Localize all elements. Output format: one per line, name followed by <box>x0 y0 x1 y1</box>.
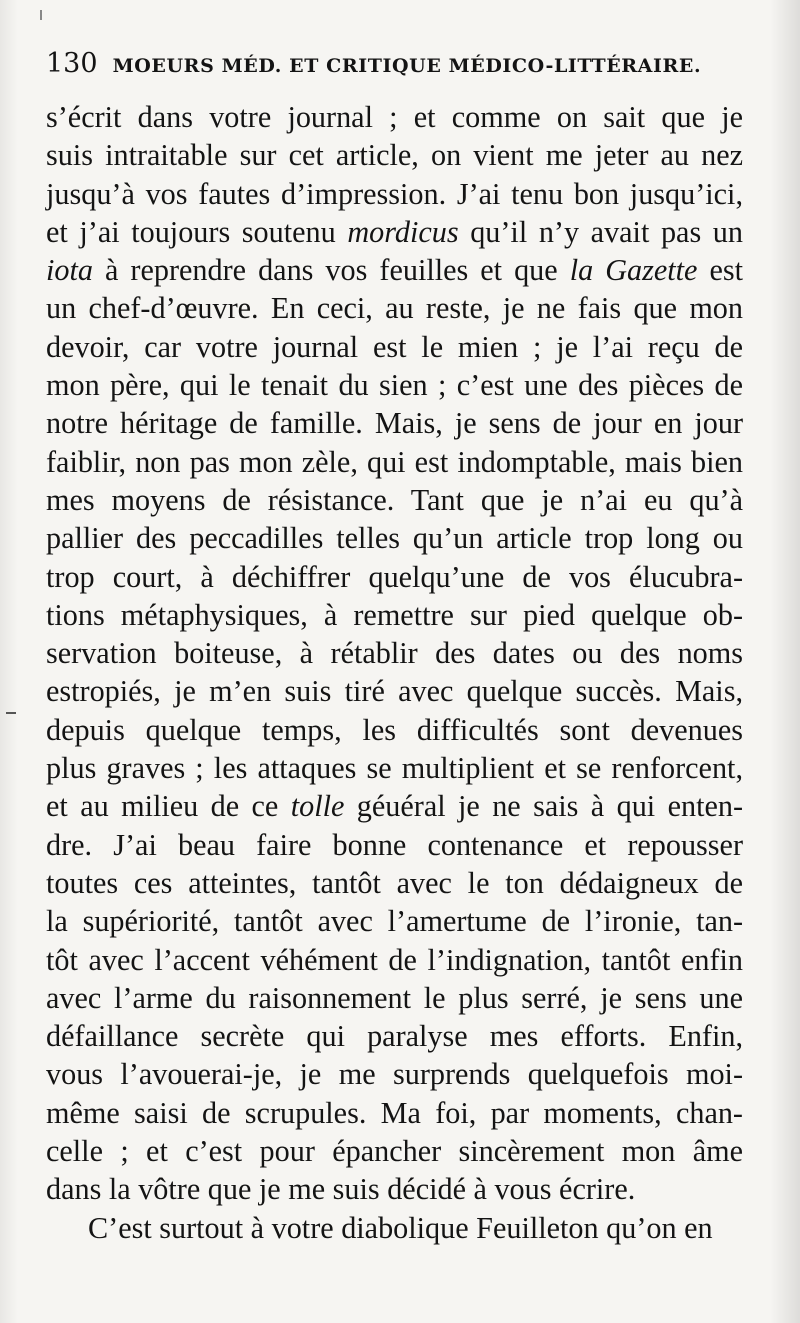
text-line <box>46 787 743 825</box>
text-segment: faiblir, non pas mon zèle, qui est indomptable, mais bien <box>46 444 743 479</box>
text-line <box>46 1170 743 1208</box>
text-segment: qu’il n’y avait pas un <box>458 214 743 249</box>
text-line <box>46 213 743 251</box>
text-segment: servation boiteuse, à rétablir des dates ou des noms <box>46 636 743 671</box>
text-segment: mes moyens de résistance. Tant que je n’ai eu qu’à <box>46 482 743 517</box>
text-line <box>46 826 743 864</box>
text-segment: vous l’avouerai-je, je me surprends quelquefois moi- <box>46 1057 743 1092</box>
text-segment: estropiés, je m’en suis tiré avec quelque succès. Mais, <box>46 674 743 709</box>
text-line <box>46 1209 743 1247</box>
paragraph <box>46 1209 743 1247</box>
scan-edge-mark <box>40 10 42 20</box>
italic-text: iota <box>46 253 93 288</box>
text-segment: géuéral je ne sais à qui enten- <box>344 789 744 824</box>
text-line <box>46 481 743 519</box>
text-line <box>46 749 743 787</box>
text-segment: et au milieu de ce <box>46 789 291 824</box>
text-line <box>46 98 743 136</box>
text-segment: pallier des peccadilles telles qu’un article trop long ou <box>46 521 743 556</box>
text-line <box>46 941 743 979</box>
text-segment: dans la vôtre que je me suis décidé à vous écrire. <box>46 1172 636 1207</box>
text-line <box>46 902 743 940</box>
text-segment: à reprendre dans vos feuilles et que <box>92 253 570 288</box>
text-segment: la supériorité, tantôt avec l’amertume de l’ironie, tan- <box>46 904 743 939</box>
text-segment: toutes ces atteintes, tantôt avec le ton dédaigneux de <box>46 865 743 900</box>
text-line <box>46 634 743 672</box>
text-line <box>46 328 743 366</box>
body-text <box>46 98 743 1247</box>
running-title: MOEURS MÉD. ET CRITIQUE MÉDICO-LITTÉRAIRE. <box>112 55 702 77</box>
text-line <box>46 251 743 289</box>
text-segment: suis intraitable sur cet article, on vient me jeter au nez <box>46 138 743 173</box>
italic-text: mordicus <box>347 214 459 249</box>
text-line <box>46 1055 743 1093</box>
text-line <box>46 979 743 1017</box>
text-segment: trop court, à déchiffrer quelqu’une de vos élucubra- <box>46 559 743 594</box>
text-line <box>46 289 743 327</box>
text-segment: tions métaphysiques, à remettre sur pied quelque ob- <box>46 597 743 632</box>
text-segment: un chef-d’œuvre. En ceci, au reste, je ne fais que mon <box>46 291 743 326</box>
text-segment: depuis quelque temps, les difficultés sont devenues <box>46 712 743 747</box>
text-line <box>46 1017 743 1055</box>
text-segment: dre. J’ai beau faire bonne contenance et repousser <box>46 827 743 862</box>
text-line <box>46 1132 743 1170</box>
running-header <box>46 48 746 86</box>
text-line <box>46 864 743 902</box>
text-line <box>46 596 743 634</box>
text-segment: mon père, qui le tenait du sien ; c’est une des pièces de <box>46 368 743 403</box>
text-line <box>46 519 743 557</box>
text-line <box>46 404 743 442</box>
text-line <box>46 136 743 174</box>
text-line <box>46 366 743 404</box>
text-line <box>46 1094 743 1132</box>
text-segment: C’est surtout à votre diabolique Feuilleton qu’on en <box>88 1210 713 1245</box>
text-segment: est <box>697 253 743 288</box>
text-line <box>46 558 743 596</box>
text-segment: avec l’arme du raisonnement le plus serré, je sens une <box>46 980 743 1015</box>
text-line <box>46 175 743 213</box>
text-segment: défaillance secrète qui paralyse mes efforts. Enfin, <box>46 1019 743 1054</box>
text-line <box>46 443 743 481</box>
margin-mark <box>6 712 16 714</box>
page-number: 130 <box>46 48 98 79</box>
text-segment: jusqu’à vos fautes d’impression. J’ai tenu bon jusqu’ici, <box>46 176 743 211</box>
text-segment: et j’ai toujours soutenu <box>46 214 348 249</box>
paragraph <box>46 98 743 1209</box>
text-segment: devoir, car votre journal est le mien ; je l’ai reçu de <box>46 329 743 364</box>
text-segment: notre héritage de famille. Mais, je sens de jour en jour <box>46 406 743 441</box>
text-segment: même saisi de scrupules. Ma foi, par moments, chan- <box>46 1095 743 1130</box>
text-segment: celle ; et c’est pour épancher sincèrement mon âme <box>46 1134 743 1169</box>
text-segment: tôt avec l’accent véhément de l’indignation, tantôt enfin <box>46 942 743 977</box>
italic-text: tolle <box>290 789 345 824</box>
text-segment: plus graves ; les attaques se multiplient et se renforcent, <box>46 751 743 786</box>
text-line <box>46 672 743 710</box>
text-line <box>46 711 743 749</box>
text-segment: s’écrit dans votre journal ; et comme on sait que je <box>46 100 743 134</box>
italic-text: la Gazette <box>569 253 698 288</box>
